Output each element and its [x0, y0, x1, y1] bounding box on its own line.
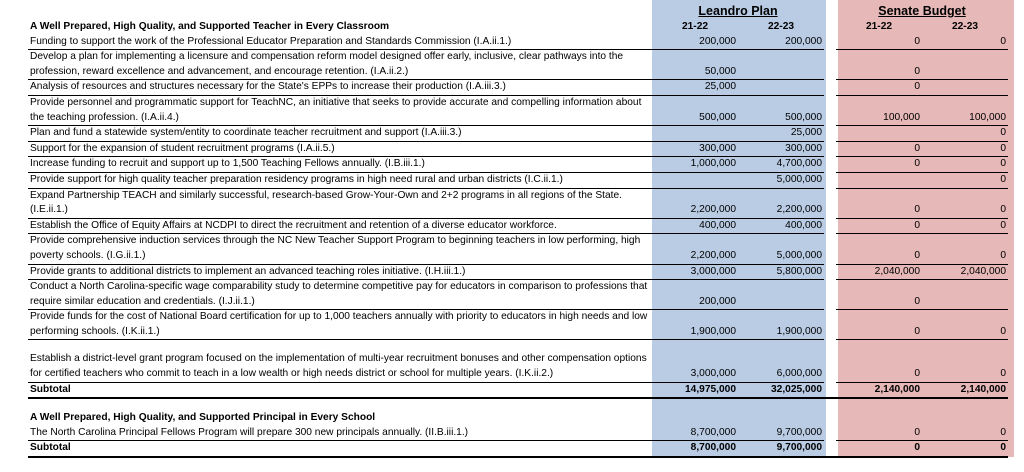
leandro-21-22-value: 300,000	[652, 141, 738, 157]
senate-21-22-value: 0	[836, 280, 922, 310]
leandro-22-23-value: 200,000	[738, 35, 824, 50]
table-row	[28, 280, 1008, 310]
leandro-22-23-value	[738, 50, 824, 80]
senate-22-23-value	[922, 280, 1008, 310]
column-gap	[824, 441, 836, 457]
senate-22-23-value: 0	[922, 141, 1008, 157]
column-gap	[824, 172, 836, 188]
senate-21-22-value: 2,040,000	[836, 264, 922, 280]
senate-21-22-value: 2,140,000	[836, 382, 922, 398]
leandro-21-22-value: 2,200,000	[652, 234, 738, 264]
column-gap	[824, 310, 836, 340]
empty-cell	[922, 411, 1008, 426]
column-gap	[824, 126, 836, 142]
leandro-plan-header: Leandro Plan	[698, 4, 778, 18]
leandro-22-23-value	[738, 280, 824, 310]
row-description: Provide comprehensive induction services through the NC New Teacher Support Program to beginning teachers in low performing, high poverty schools. (I.G.ii.1.)	[28, 234, 652, 264]
spacer-cell	[922, 398, 1008, 411]
senate-21-22-value: 100,000	[836, 95, 922, 125]
leandro-22-23-value: 9,700,000	[738, 441, 824, 457]
senate-22-23-value: 0	[922, 35, 1008, 50]
row-description: Expand Partnership TEACH and similarly successful, research-based Grow-Your-Own and 2+2 programs in all regions of the State. (I.E.ii.1.)	[28, 188, 652, 218]
senate-22-23-value	[922, 80, 1008, 96]
senate-22-23-value: 2,040,000	[922, 264, 1008, 280]
senate-21-22-value: 0	[836, 352, 922, 382]
empty-cell	[652, 411, 738, 426]
subtotal-label: Subtotal	[28, 382, 652, 398]
senate-21-22-value: 0	[836, 157, 922, 173]
senate-22-23-value: 0	[922, 126, 1008, 142]
year-header: 22-23	[951, 21, 979, 32]
senate-21-22-value: 0	[836, 310, 922, 340]
column-gap	[824, 35, 836, 50]
table-row	[28, 264, 1008, 280]
subtotal-row	[28, 382, 1008, 398]
leandro-22-23-value	[738, 80, 824, 96]
spacer-row	[28, 398, 1008, 411]
senate-21-22-value: 0	[836, 141, 922, 157]
leandro-22-23-value: 9,700,000	[738, 426, 824, 441]
spacer-cell	[652, 340, 738, 353]
senate-22-23-value: 0	[922, 234, 1008, 264]
column-gap	[824, 382, 836, 398]
row-description: Provide grants to additional districts to implement an advanced teaching roles initiative. (I.H.iii.1.)	[28, 264, 652, 280]
section-header-row	[28, 411, 1008, 426]
senate-21-22-value: 0	[836, 50, 922, 80]
section-title: A Well Prepared, High Quality, and Supported Teacher in Every Classroom	[30, 21, 390, 32]
table-row	[28, 50, 1008, 80]
leandro-22-23-value: 32,025,000	[738, 382, 824, 398]
senate-21-22-value: 0	[836, 441, 922, 457]
leandro-21-22-value: 2,200,000	[652, 188, 738, 218]
spacer-row	[28, 340, 1008, 353]
table-row	[28, 35, 1008, 50]
senate-22-23-value: 0	[922, 352, 1008, 382]
senate-21-22-value	[836, 126, 922, 142]
row-description: The North Carolina Principal Fellows Program will prepare 300 new principals annually. (II.B.iii.1.)	[28, 426, 652, 441]
row-description: Conduct a North Carolina-specific wage comparability study to determine competitive pay for educators in comparison to professions that require similar education and credentials. (I.J.ii.1.)	[28, 280, 652, 310]
senate-21-22-value: 0	[836, 35, 922, 50]
leandro-21-22-value: 3,000,000	[652, 352, 738, 382]
row-description: Support for the expansion of student recruitment programs (I.A.ii.5.)	[28, 141, 652, 157]
empty-cell	[836, 411, 922, 426]
year-header: 21-22	[865, 21, 893, 32]
table-row	[28, 426, 1008, 441]
senate-21-22-value: 0	[836, 218, 922, 234]
senate-22-23-value: 0	[922, 157, 1008, 173]
senate-22-23-value: 0	[922, 218, 1008, 234]
table-row	[28, 310, 1008, 340]
leandro-22-23-value: 6,000,000	[738, 352, 824, 382]
senate-22-23-value: 2,140,000	[922, 382, 1008, 398]
spacer-cell	[738, 340, 824, 353]
column-gap	[824, 157, 836, 173]
leandro-21-22-value: 8,700,000	[652, 441, 738, 457]
year-header: 21-22	[681, 21, 709, 32]
column-gap	[824, 426, 836, 441]
row-description: Provide personnel and programmatic support for TeachNC, an initiative that seeks to provide accurate and compelling information about the teaching profession. (I.A.ii.4.)	[28, 95, 652, 125]
leandro-22-23-value: 25,000	[738, 126, 824, 142]
leandro-22-23-value: 500,000	[738, 95, 824, 125]
leandro-22-23-value: 2,200,000	[738, 188, 824, 218]
table-row	[28, 234, 1008, 264]
leandro-21-22-value: 50,000	[652, 50, 738, 80]
subtotal-row	[28, 441, 1008, 457]
column-gap	[824, 280, 836, 310]
column-gap	[824, 141, 836, 157]
row-description: Increase funding to recruit and support up to 1,500 Teaching Fellows annually. (I.B.iii.1.)	[28, 157, 652, 173]
leandro-21-22-value: 25,000	[652, 80, 738, 96]
column-gap	[824, 188, 836, 218]
senate-budget-header: Senate Budget	[878, 4, 966, 18]
column-gap	[824, 352, 836, 382]
table-row	[28, 80, 1008, 96]
senate-22-23-value: 0	[922, 172, 1008, 188]
table-row	[28, 157, 1008, 173]
empty-cell	[738, 411, 824, 426]
table-row	[28, 352, 1008, 382]
table-row	[28, 218, 1008, 234]
leandro-21-22-value: 1,000,000	[652, 157, 738, 173]
spacer-cell	[738, 398, 824, 411]
senate-22-23-value: 0	[922, 310, 1008, 340]
leandro-22-23-value: 4,700,000	[738, 157, 824, 173]
leandro-21-22-value: 200,000	[652, 35, 738, 50]
budget-table	[28, 2, 1008, 458]
spacer-cell	[922, 340, 1008, 353]
column-gap	[824, 218, 836, 234]
column-gap	[824, 50, 836, 80]
table-row	[28, 141, 1008, 157]
senate-21-22-value: 0	[836, 234, 922, 264]
table-row	[28, 95, 1008, 125]
senate-21-22-value: 0	[836, 426, 922, 441]
section-title: A Well Prepared, High Quality, and Supported Principal in Every School	[30, 412, 376, 424]
row-description: Establish the Office of Equity Affairs at NCDPI to direct the recruitment and retention of a diverse educator workforce.	[28, 218, 652, 234]
spacer-cell	[824, 398, 836, 411]
senate-21-22-value: 0	[836, 80, 922, 96]
leandro-22-23-value: 5,800,000	[738, 264, 824, 280]
spacer-cell	[28, 340, 652, 353]
senate-22-23-value: 0	[922, 426, 1008, 441]
leandro-22-23-value: 400,000	[738, 218, 824, 234]
leandro-21-22-value: 14,975,000	[652, 382, 738, 398]
leandro-21-22-value: 8,700,000	[652, 426, 738, 441]
leandro-21-22-value	[652, 172, 738, 188]
table-row	[28, 172, 1008, 188]
row-description: Plan and fund a statewide system/entity to coordinate teacher recruitment and support (I.A.iii.3.)	[28, 126, 652, 142]
row-description: Provide funds for the cost of National Board certification for up to 1,000 teachers annually with priority to educators in high needs and low performing schools. (I.K.ii.1.)	[28, 310, 652, 340]
empty-cell	[824, 411, 836, 426]
column-gap	[824, 80, 836, 96]
column-gap	[824, 234, 836, 264]
senate-22-23-value	[922, 50, 1008, 80]
column-gap	[824, 95, 836, 125]
leandro-21-22-value: 3,000,000	[652, 264, 738, 280]
leandro-21-22-value: 500,000	[652, 95, 738, 125]
spacer-cell	[836, 340, 922, 353]
spacer-cell	[836, 398, 922, 411]
table-row	[28, 126, 1008, 142]
row-description: Provide support for high quality teacher preparation residency programs in high need rural and urban districts (I.C.ii.1.)	[28, 172, 652, 188]
senate-22-23-value: 0	[922, 188, 1008, 218]
spacer-cell	[824, 340, 836, 353]
year-header: 22-23	[767, 21, 795, 32]
senate-21-22-value: 0	[836, 188, 922, 218]
senate-21-22-value	[836, 172, 922, 188]
leandro-22-23-value: 1,900,000	[738, 310, 824, 340]
leandro-21-22-value	[652, 126, 738, 142]
column-gap	[824, 264, 836, 280]
leandro-21-22-value: 200,000	[652, 280, 738, 310]
senate-22-23-value: 0	[922, 441, 1008, 457]
row-description: Analysis of resources and structures necessary for the State's EPPs to increase their production (I.A.iii.3.)	[28, 80, 652, 96]
row-description: Funding to support the work of the Professional Educator Preparation and Standards Commission (I.A.ii.1.)	[28, 35, 652, 50]
subtotal-label: Subtotal	[28, 441, 652, 457]
leandro-21-22-value: 1,900,000	[652, 310, 738, 340]
leandro-22-23-value: 5,000,000	[738, 234, 824, 264]
leandro-21-22-value: 400,000	[652, 218, 738, 234]
spacer-cell	[652, 398, 738, 411]
spacer-cell	[28, 398, 652, 411]
row-description: Develop a plan for implementing a licensure and compensation reform model designed offer early, inclusive, clear pathways into the profession, reward excellence and advancement, and encourage retention. (I.A.ii.2.)	[28, 50, 652, 80]
table-row	[28, 188, 1008, 218]
senate-22-23-value: 100,000	[922, 95, 1008, 125]
leandro-22-23-value: 5,000,000	[738, 172, 824, 188]
leandro-22-23-value: 300,000	[738, 141, 824, 157]
row-description: Establish a district-level grant program focused on the implementation of multi-year recruitment bonuses and other compensation options for certified teachers who commit to teach in a low wealth or high needs district or school for multiple years. (I.K.ii.2.)	[28, 352, 652, 382]
